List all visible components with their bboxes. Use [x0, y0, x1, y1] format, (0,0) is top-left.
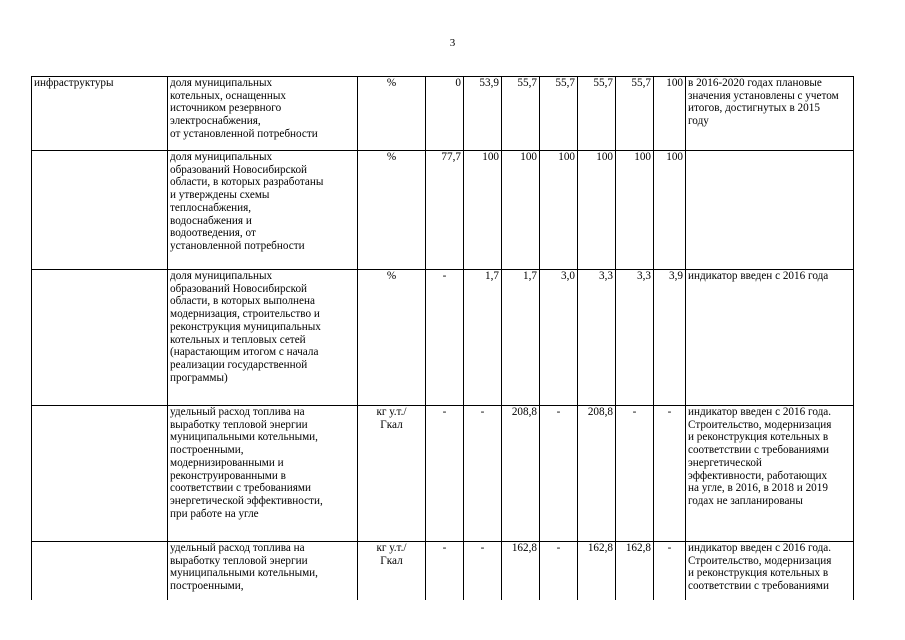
- indicator-cell: доля муниципальных образований Новосибирской области, в которых разработаны и утверждены схемы теплоснабжения, водоснабжения и водоотведения, от установленной потребности: [168, 151, 358, 270]
- note-cell: в 2016-2020 годах плановые значения установлены с учетом итогов, достигнутых в 2015 году: [686, 77, 854, 151]
- note-cell: индикатор введен с 2016 года. Строительство, модернизация и реконструкция котельных в соответствии с требованиями: [686, 542, 854, 600]
- value-cell: 53,9: [464, 77, 502, 151]
- value-cell: -: [654, 542, 686, 600]
- value-cell: 55,7: [502, 77, 540, 151]
- table-row: [32, 270, 854, 406]
- value-cell: -: [426, 542, 464, 600]
- value-cell: -: [540, 406, 578, 542]
- table-row: [32, 406, 854, 542]
- value-cell: 1,7: [502, 270, 540, 406]
- unit-cell: кг у.т./ Гкал: [358, 406, 426, 542]
- unit-cell: %: [358, 151, 426, 270]
- value-cell: 100: [616, 151, 654, 270]
- table-row: [32, 77, 854, 151]
- value-cell: 162,8: [578, 542, 616, 600]
- table-row: [32, 542, 854, 600]
- category-cell: инфраструктуры: [32, 77, 168, 151]
- value-cell: -: [426, 270, 464, 406]
- value-cell: 0: [426, 77, 464, 151]
- value-cell: -: [426, 406, 464, 542]
- unit-cell: %: [358, 77, 426, 151]
- page-number: 3: [449, 37, 456, 49]
- value-cell: 100: [578, 151, 616, 270]
- indicator-cell: доля муниципальных образований Новосибирской области, в которых выполнена модернизация, строительство и реконструкция муниципальных котельных и тепловых сетей (нарастающим итогом с начала реализации государственной программы): [168, 270, 358, 406]
- value-cell: 100: [654, 77, 686, 151]
- unit-cell: %: [358, 270, 426, 406]
- value-cell: 208,8: [578, 406, 616, 542]
- category-cell: [32, 406, 168, 542]
- indicators-table: [31, 76, 854, 600]
- indicator-cell: доля муниципальных котельных, оснащенных источником резервного электроснабжения, от установленной потребности: [168, 77, 358, 151]
- value-cell: 162,8: [502, 542, 540, 600]
- value-cell: 55,7: [616, 77, 654, 151]
- note-cell: [686, 151, 854, 270]
- value-cell: 100: [464, 151, 502, 270]
- value-cell: 55,7: [578, 77, 616, 151]
- value-cell: -: [540, 542, 578, 600]
- table-row: [32, 151, 854, 270]
- indicator-cell: удельный расход топлива на выработку тепловой энергии муниципальными котельными, построенными,: [168, 542, 358, 600]
- value-cell: -: [654, 406, 686, 542]
- value-cell: 1,7: [464, 270, 502, 406]
- category-cell: [32, 542, 168, 600]
- unit-cell: кг у.т./ Гкал: [358, 542, 426, 600]
- value-cell: 77,7: [426, 151, 464, 270]
- value-cell: 3,3: [578, 270, 616, 406]
- category-cell: [32, 151, 168, 270]
- value-cell: 100: [540, 151, 578, 270]
- value-cell: 3,9: [654, 270, 686, 406]
- category-cell: [32, 270, 168, 406]
- value-cell: 55,7: [540, 77, 578, 151]
- note-cell: индикатор введен с 2016 года. Строительство, модернизация и реконструкция котельных в соответствии с требованиями энергетической эффективности, работающих на угле, в 2016, в 2018 и 2019 годах не запланированы: [686, 406, 854, 542]
- value-cell: -: [616, 406, 654, 542]
- value-cell: 162,8: [616, 542, 654, 600]
- indicator-cell: удельный расход топлива на выработку тепловой энергии муниципальными котельными, построенными, модернизированными и реконструированными в соответствии с требованиями энергетической эффективности, при работе на угле: [168, 406, 358, 542]
- value-cell: 3,0: [540, 270, 578, 406]
- note-cell: индикатор введен с 2016 года: [686, 270, 854, 406]
- value-cell: 208,8: [502, 406, 540, 542]
- value-cell: 100: [654, 151, 686, 270]
- value-cell: 3,3: [616, 270, 654, 406]
- value-cell: 100: [502, 151, 540, 270]
- value-cell: -: [464, 542, 502, 600]
- value-cell: -: [464, 406, 502, 542]
